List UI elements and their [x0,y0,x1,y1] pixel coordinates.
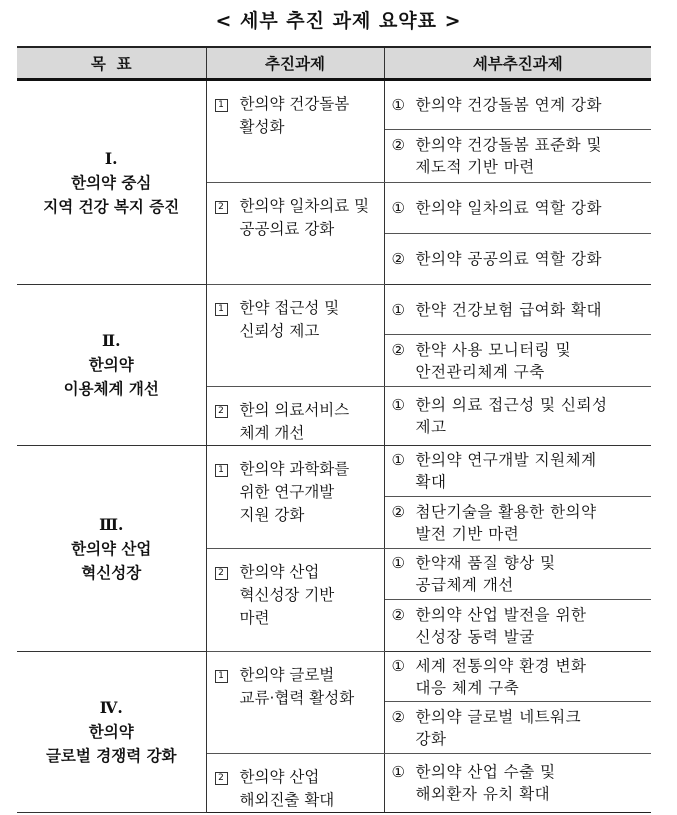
circled-number-icon: ① [391,451,406,469]
table-row [17,446,651,497]
boxed-number-icon: 1 [215,99,228,112]
detail-task-line: 한의약 건강돌봄 연계 강화 [415,96,602,114]
detail-task-cell [384,387,651,446]
circled-number-icon: ① [391,300,406,319]
task-title-line: 한의약 건강돌봄 [239,95,350,113]
detail-task-line: 한의약 건강돌봄 표준화 및 [415,136,602,154]
detail-task-line: 확대 [415,473,447,491]
page-title: < 세부 추진 과제 요약표 > [215,10,462,32]
boxed-number-icon: 2 [215,405,228,418]
task-cell [206,285,384,387]
circled-number-icon: ① [391,396,406,414]
goal-title-line: 지역 건강 복지 증진 [43,197,180,216]
circled-number-icon: ① [391,656,406,675]
task-title-line: 한의약 일차의료 및 [239,197,370,215]
circled-number-icon: ① [391,96,406,114]
boxed-number-icon: 2 [215,201,228,214]
detail-task-line: 한의약 산업 발전을 위한 [415,605,587,624]
circled-number-icon: ② [391,707,406,726]
task-cell [206,446,384,549]
goal-cell [17,652,206,813]
detail-task-line: 공급체계 개선 [415,576,514,594]
circled-number-icon: ② [391,250,406,268]
detail-task-cell [384,285,651,335]
detail-task-line: 세계 전통의약 환경 변화 [415,656,587,675]
goal-cell [17,285,206,446]
goal-title-line: 한의약 중심 [71,173,152,192]
header-task: 추진과제 [206,47,384,80]
detail-task-cell [384,497,651,549]
detail-task-line: 한의약 공공의료 역할 강화 [415,250,602,268]
detail-task-line: 한약재 품질 향상 및 [415,554,556,572]
goal-numeral: Ⅰ. [104,148,118,168]
detail-task-line: 발전 기반 마련 [415,524,520,543]
circled-number-icon: ② [391,340,406,359]
task-title-line: 한의 의료서비스 [239,401,350,419]
goal-title-line: 한의약 [88,723,134,741]
detail-task-cell [384,234,651,285]
task-title-line: 신뢰성 제고 [239,322,320,340]
detail-task-line: 한의약 글로벌 네트워크 [415,707,582,726]
task-title-line: 공공의료 강화 [239,220,335,238]
detail-task-cell [384,80,651,130]
goal-numeral: Ⅳ. [99,698,123,717]
goal-title-line: 혁신성장 [81,563,142,582]
task-title-line: 마련 [239,609,270,627]
detail-task-line: 한의약 연구개발 지원체계 [415,451,597,469]
goal-title-line: 글로벌 경쟁력 강화 [45,747,177,765]
table-row [17,80,651,130]
detail-task-line: 한의 의료 접근성 및 신뢰성 [415,396,608,414]
task-title-line: 한의약 과학화를 [239,460,350,478]
goal-title-line: 한의약 산업 [71,539,152,558]
detail-task-cell [384,600,651,652]
table-row [17,652,651,702]
task-title-line: 위한 연구개발 [239,483,335,501]
detail-task-line: 한의약 일차의료 역할 강화 [415,199,602,217]
task-title-line: 혁신성장 기반 [239,586,335,604]
task-cell [206,387,384,446]
detail-task-cell [384,652,651,702]
header-goal: 목 표 [17,47,206,80]
task-title-line: 해외진출 확대 [239,791,335,809]
circled-number-icon: ② [391,136,406,154]
detail-task-line: 한의약 산업 수출 및 [415,763,556,781]
detail-task-line: 신성장 동력 발굴 [415,627,535,646]
detail-task-cell [384,183,651,234]
circled-number-icon: ① [391,554,406,572]
detail-task-line: 제도적 기반 마련 [415,158,535,176]
goal-numeral: Ⅱ. [102,331,121,350]
boxed-number-icon: 2 [215,772,228,785]
task-title-line: 한의약 산업 [239,768,320,786]
goal-numeral: Ⅲ. [99,514,124,534]
task-cell [206,183,384,285]
detail-task-cell [384,446,651,497]
circled-number-icon: ② [391,502,406,521]
task-cell [206,754,384,813]
detail-task-cell [384,335,651,387]
detail-task-cell [384,754,651,813]
task-cell [206,549,384,652]
boxed-number-icon: 2 [215,567,228,580]
detail-task-cell [384,549,651,600]
detail-task-line: 제고 [415,418,447,436]
task-title-line: 한의약 글로벌 [239,666,335,684]
detail-task-cell [384,702,651,754]
header-detail-task: 세부추진과제 [384,47,651,80]
task-title-line: 지원 강화 [239,506,305,524]
detail-task-line: 첨단기술을 활용한 한의약 [415,502,597,521]
detail-task-line: 강화 [415,729,447,748]
circled-number-icon: ① [391,763,406,781]
goal-cell [17,446,206,652]
table-body [17,80,651,813]
circled-number-icon: ① [391,199,406,217]
task-title-line: 활성화 [239,118,285,136]
goal-title-line: 이용체계 개선 [63,380,159,398]
goal-cell [17,80,206,285]
summary-table [17,46,651,813]
task-title-line: 한약 접근성 및 [239,299,340,317]
task-title-line: 교류·협력 활성화 [239,689,355,707]
task-cell [206,80,384,183]
detail-task-line: 한약 사용 모니터링 및 [415,340,572,359]
task-title-line: 한의약 산업 [239,563,320,581]
detail-task-cell [384,130,651,183]
boxed-number-icon: 1 [215,670,228,683]
header-row [17,47,651,80]
detail-task-line: 한약 건강보험 급여화 확대 [415,300,602,319]
detail-task-line: 대응 체계 구축 [415,678,520,697]
table-row [17,285,651,335]
boxed-number-icon: 1 [215,464,228,477]
goal-title-line: 한의약 [88,356,134,374]
circled-number-icon: ② [391,605,406,624]
boxed-number-icon: 1 [215,303,228,316]
detail-task-line: 안전관리체계 구축 [415,362,545,381]
task-title-line: 체계 개선 [239,424,305,442]
task-cell [206,652,384,754]
detail-task-line: 해외환자 유치 확대 [415,785,551,803]
